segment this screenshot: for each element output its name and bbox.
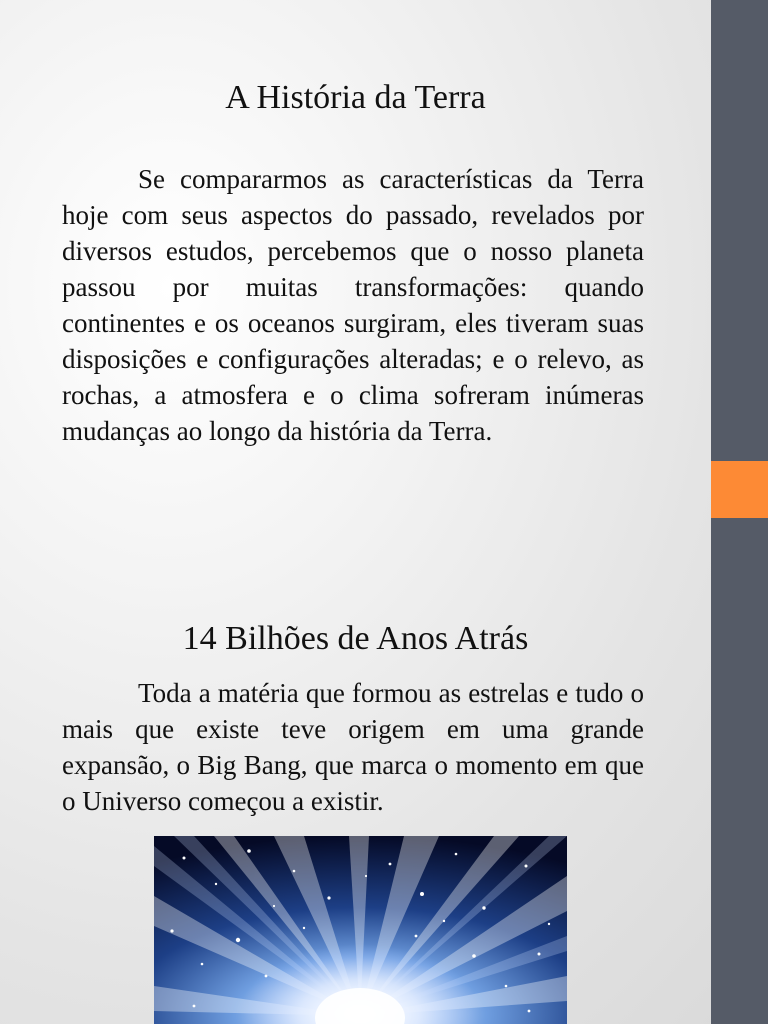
sidebar-accent-block	[711, 461, 768, 518]
section-title-big-bang: 14 Bilhões de Anos Atrás	[182, 620, 529, 657]
earth-history-paragraph: Se compararmos as características da Terra hoje com seus aspectos do passado, revelados por diversos estudos, percebemos que o nosso planeta passou por muitas transformações: quando continentes e os oceanos surgiram, eles tiveram suas disposições e configurações alteradas; e o relevo, as rochas, a atmosfera e o clima sofreram inúmeras mudanças ao longo da história da Terra.	[62, 164, 644, 446]
big-bang-paragraph: Toda a matéria que formou as estrelas e tudo o mais que existe teve origem em uma grande expansão, o Big Bang, que marca o momento em que o Universo começou a existir.	[62, 678, 644, 816]
big-bang-image	[154, 836, 567, 1024]
sidebar-bar	[711, 0, 768, 1024]
section-title-earth-history: A História da Terra	[225, 79, 486, 116]
